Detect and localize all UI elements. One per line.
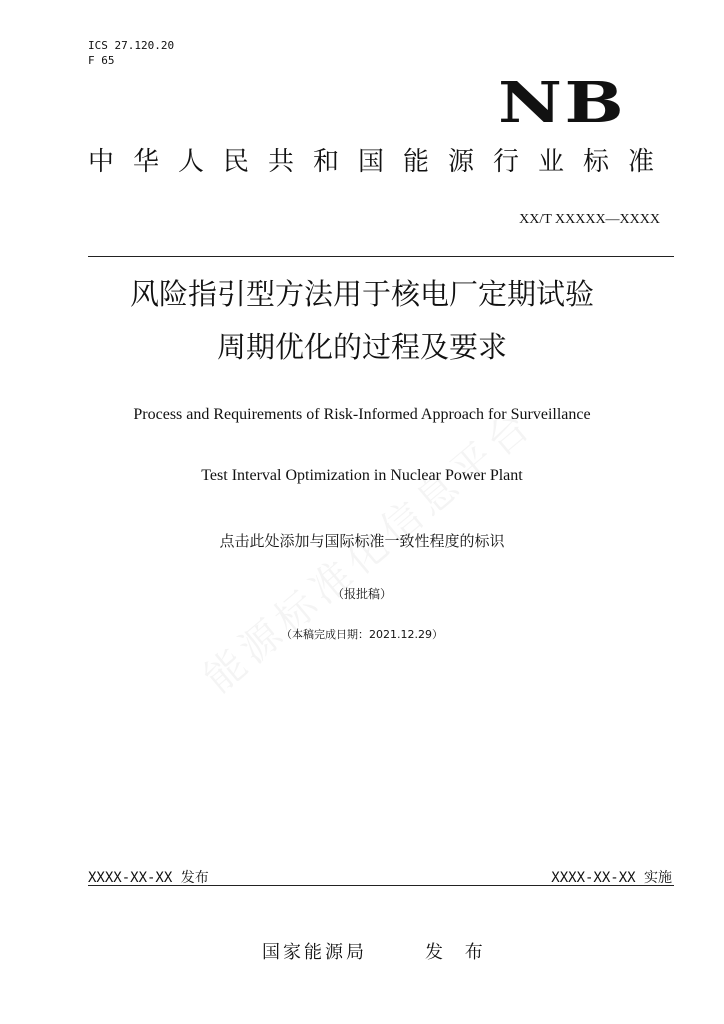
bottom-divider <box>88 885 674 886</box>
ics-classification <box>88 38 174 68</box>
title-en-line-2: Test Interval Optimization in Nuclear Power Plant <box>201 467 523 484</box>
title-cn-line-2: 周期优化的过程及要求 <box>216 330 507 364</box>
title-cn-line-1: 风险指引型方法用于核电厂定期试验 <box>129 277 594 311</box>
issuing-authority: 国家能源局 <box>262 942 367 963</box>
completion-date: （本稿完成日期：2021.12.29） <box>281 628 443 641</box>
issue-date: XXXX-XX-XX 发布 <box>88 870 209 886</box>
standard-number: XX/T XXXXX—XXXX <box>519 212 660 227</box>
ics-code: ICS 27.120.20 <box>88 39 175 52</box>
draft-stage: （报批稿） <box>331 587 392 601</box>
title-en-line-1: Process and Requirements of Risk-Informed Approach for Surveillance <box>133 406 591 423</box>
implementation-date: XXXX-XX-XX 实施 <box>551 870 672 886</box>
nb-logo: NB <box>498 70 627 136</box>
standard-name: 中华人民共和国能源行业标准 <box>88 147 674 177</box>
ccs-code: F 65 <box>88 54 115 67</box>
consistency-note[interactable]: 点击此处添加与国际标准一致性程度的标识 <box>219 532 505 550</box>
issue-label: 发 布 <box>425 942 491 963</box>
top-divider <box>88 256 674 257</box>
